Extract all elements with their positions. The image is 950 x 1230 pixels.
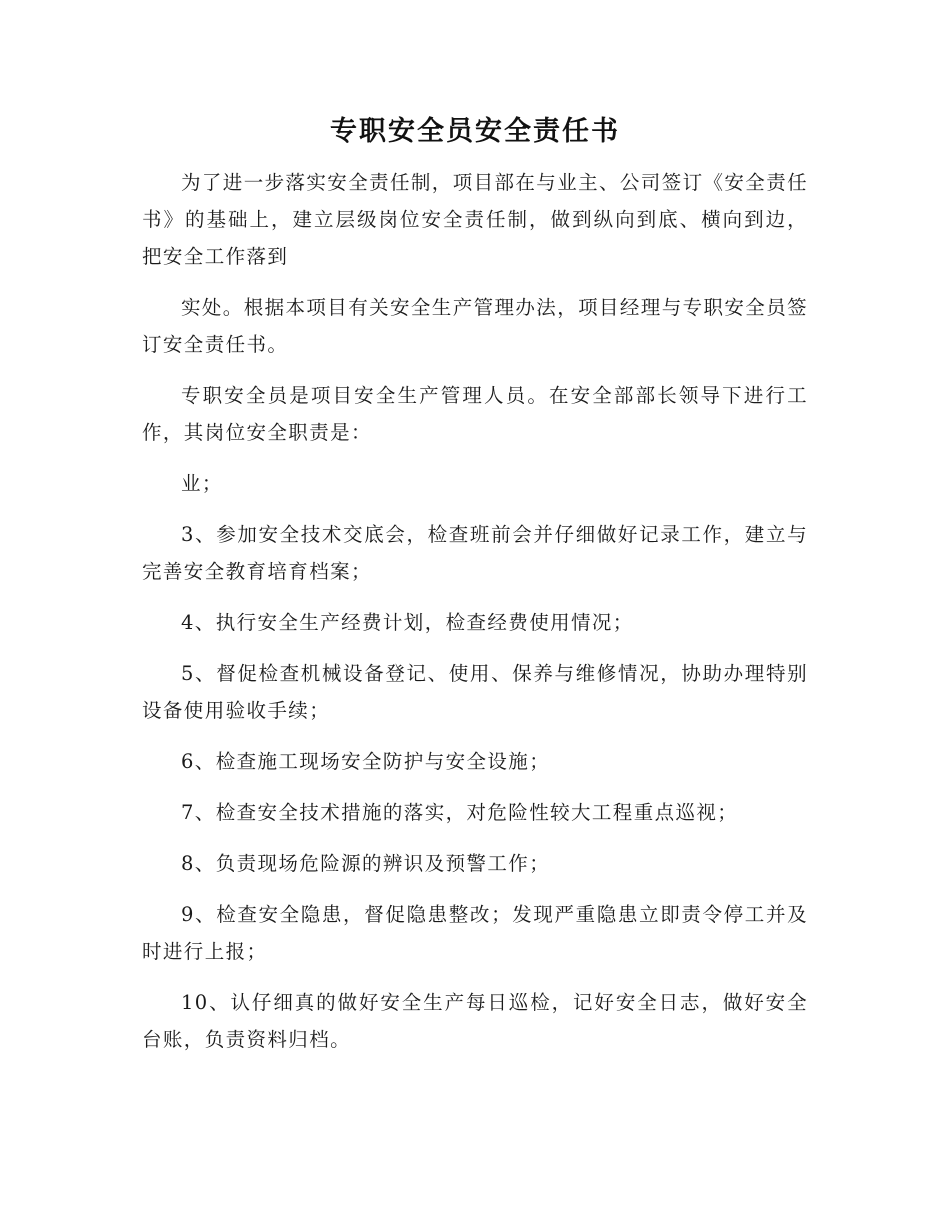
paragraph-signing: 实处。根据本项目有关安全生产管理办法，项目经理与专职安全员签订安全责任书。 (142, 296, 809, 356)
duty-item-8: 8、负责现场危险源的辨识及预警工作； (181, 852, 551, 875)
duty-item-9: 9、检查安全隐患，督促隐患整改；发现严重隐患立即责令停工并及时进行上报； (142, 903, 808, 963)
duty-item-10: 10、认仔细真的做好安全生产每日巡检，记好安全日志，做好安全台账，负责资料归档。 (142, 991, 808, 1051)
paragraph-fragment: 业； (181, 472, 223, 495)
paragraph-intro: 为了进一步落实安全责任制，项目部在与业主、公司签订《安全责任书》的基础上，建立层级岗位安全责任制，做到纵向到底、横向到边，把安全工作落到 (142, 171, 809, 268)
document-title: 专职安全员安全责任书 (330, 116, 620, 147)
duty-item-7: 7、检查安全技术措施的落实，对危险性较大工程重点巡视； (181, 801, 739, 824)
duty-item-6: 6、检查施工现场安全防护与安全设施； (181, 750, 551, 773)
duty-item-3: 3、参加安全技术交底会，检查班前会并仔细做好记录工作，建立与完善安全教育培育档案； (142, 523, 808, 583)
duty-item-5: 5、督促检查机械设备登记、使用、保养与维修情况，协助办理特别设备使用验收手续； (142, 662, 808, 722)
paragraph-role: 专职安全员是项目安全生产管理人员。在安全部部长领导下进行工作，其岗位安全职责是： (142, 384, 808, 444)
document-body (142, 164, 808, 1072)
duty-item-4: 4、执行安全生产经费计划，检查经费使用情况； (181, 611, 634, 634)
